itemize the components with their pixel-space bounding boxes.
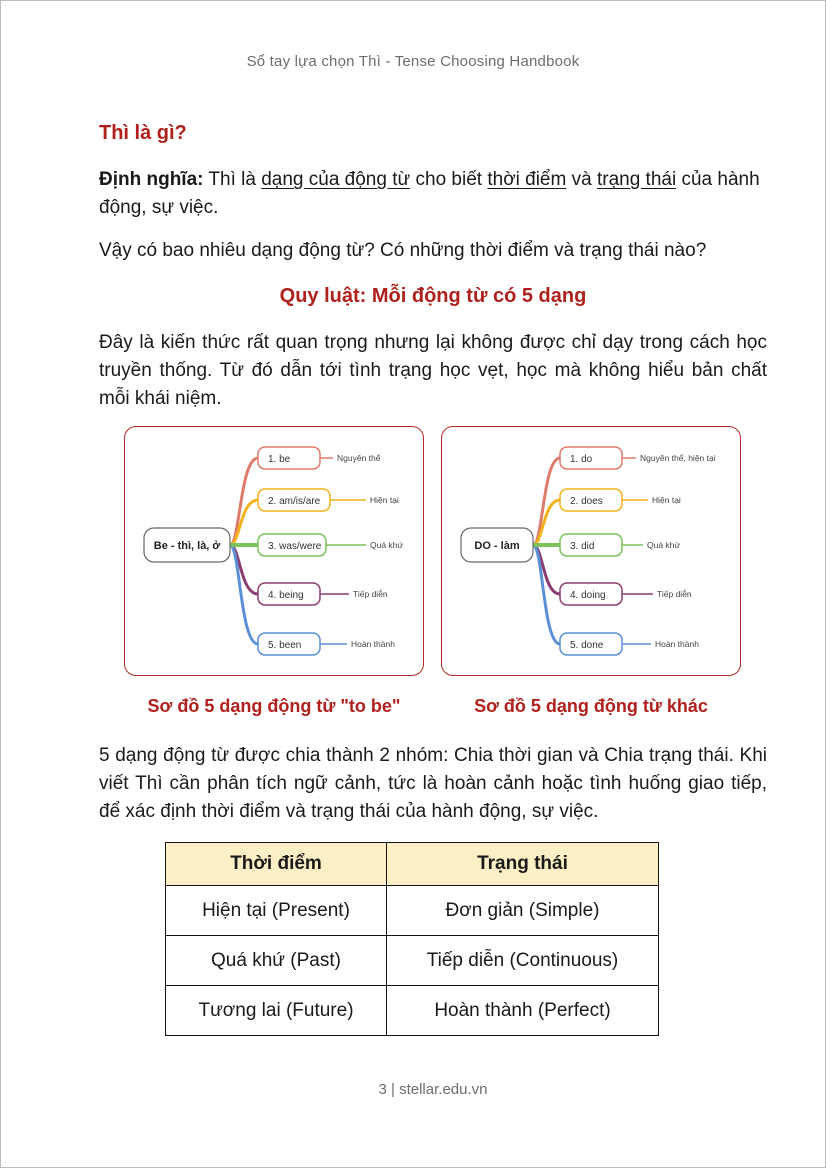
definition-underline-1: dạng của động từ bbox=[261, 169, 411, 190]
table-header-row bbox=[166, 843, 659, 886]
table-row bbox=[166, 886, 659, 936]
verb-form-meaning: Nguyên thể bbox=[337, 453, 381, 463]
center-node-group bbox=[144, 528, 230, 562]
table-row bbox=[166, 986, 659, 1036]
verb-form-meaning: Tiếp diễn bbox=[353, 589, 388, 599]
verb-form-meaning: Hiện tại bbox=[370, 495, 399, 505]
definition-paragraph bbox=[99, 166, 767, 222]
verb-form-label: 5. done bbox=[570, 640, 604, 651]
question-paragraph: Vậy có bao nhiêu dạng động từ? Có những thời điểm và trạng thái nào? bbox=[99, 240, 707, 261]
tense-table bbox=[165, 842, 659, 1036]
branch-nodes bbox=[258, 447, 403, 655]
definition-text-4: của hành động, sự việc. bbox=[99, 169, 760, 218]
table-cell: Tương lai (Future) bbox=[166, 986, 387, 1036]
table-row bbox=[166, 936, 659, 986]
verb-form-meaning: Quá khứ bbox=[370, 540, 404, 550]
definition-text-3: và bbox=[566, 169, 597, 190]
verb-form-meaning: Hoàn thành bbox=[351, 639, 395, 649]
center-node-group bbox=[461, 528, 533, 562]
verb-form-label: 2. am/is/are bbox=[268, 496, 321, 507]
verb-form-label: 3. was/were bbox=[268, 541, 322, 552]
definition-label: Định nghĩa: bbox=[99, 169, 204, 190]
table-cell: Tiếp diễn (Continuous) bbox=[387, 936, 659, 986]
header-aspect: Trạng thái bbox=[387, 843, 659, 886]
verb-form-label: 4. being bbox=[268, 590, 304, 601]
verb-form-meaning: Hoàn thành bbox=[655, 639, 699, 649]
rule-title: Quy luật: Mỗi động từ có 5 dạng bbox=[279, 285, 587, 307]
verb-form-label: 5. been bbox=[268, 640, 302, 651]
definition-text-1: Thì là bbox=[203, 169, 262, 190]
diagram-other-verbs bbox=[441, 426, 741, 676]
definition-underline-2: thời điểm bbox=[487, 169, 567, 190]
table-cell: Quá khứ (Past) bbox=[166, 936, 387, 986]
mindmap-do bbox=[442, 427, 742, 677]
table-cell: Đơn giản (Simple) bbox=[387, 886, 659, 936]
verb-form-meaning: Quá khứ bbox=[647, 540, 681, 550]
table-cell: Hoàn thành (Perfect) bbox=[387, 986, 659, 1036]
verb-form-meaning: Hiện tại bbox=[652, 495, 681, 505]
definition-underline-3: trạng thái bbox=[596, 169, 677, 190]
verb-form-label: 1. do bbox=[570, 454, 593, 465]
caption-to-be: Sơ đồ 5 dạng động từ "to be" bbox=[147, 696, 401, 716]
mindmap-to-be bbox=[125, 427, 425, 677]
caption-other-verbs: Sơ đồ 5 dạng động từ khác bbox=[474, 696, 708, 716]
verb-form-label: 1. be bbox=[268, 454, 291, 465]
center-node-label: DO - làm bbox=[474, 540, 520, 552]
page-header: Sổ tay lựa chọn Thì - Tense Choosing Handbook bbox=[246, 53, 580, 70]
diagram-to-be bbox=[124, 426, 424, 676]
definition-text-2: cho biết bbox=[410, 169, 488, 190]
table-cell: Hiện tại (Present) bbox=[166, 886, 387, 936]
branch-connector bbox=[230, 500, 258, 545]
center-node-label: Be - thì, là, ở bbox=[153, 540, 221, 552]
page-footer: 3 | stellar.edu.vn bbox=[378, 1081, 488, 1098]
verb-form-label: 3. did bbox=[570, 541, 595, 552]
verb-form-label: 2. does bbox=[570, 496, 603, 507]
verb-form-meaning: Tiếp diễn bbox=[657, 589, 692, 599]
intro-paragraph: Đây là kiến thức rất quan trọng nhưng lại không được chỉ dạy trong cách học truyền thống. Từ đó dẫn tới tình trạng học vẹt, học mà không hiểu bản chất mỗi khái niệm. bbox=[99, 332, 767, 409]
section-title: Thì là gì? bbox=[99, 122, 187, 144]
verb-form-meaning: Nguyên thể, hiện tại bbox=[640, 453, 716, 463]
groups-paragraph: 5 dạng động từ được chia thành 2 nhóm: Chia thời gian và Chia trạng thái. Khi viết Thì cần phân tích ngữ cảnh, tức là hoàn cảnh hoặc tình huống giao tiếp, để xác định thời điểm và trạng thái của hành động, sự việc. bbox=[99, 745, 767, 822]
branch-nodes bbox=[560, 447, 716, 655]
verb-form-label: 4. doing bbox=[570, 590, 606, 601]
header-time: Thời điểm bbox=[166, 843, 387, 886]
